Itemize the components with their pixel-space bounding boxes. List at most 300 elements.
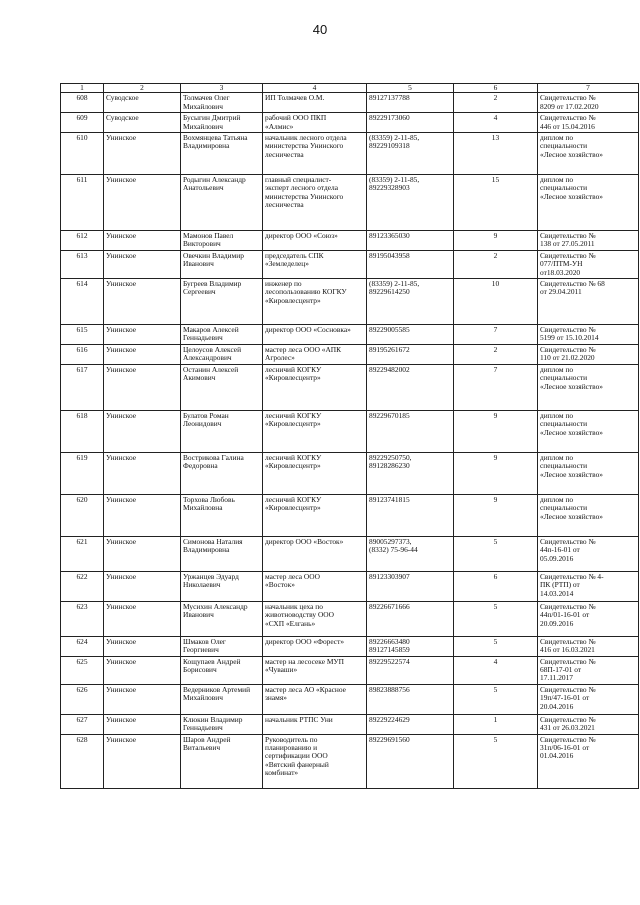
phone-cell bbox=[367, 536, 454, 571]
registry-table bbox=[60, 83, 639, 789]
document-cell-line: Свидетельство № bbox=[540, 734, 596, 744]
row-number: 611 bbox=[61, 175, 104, 231]
phone-cell-line: 89226671666 bbox=[369, 601, 410, 611]
position-cell-line: эксперт лесного отдела bbox=[265, 183, 338, 193]
phone-cell-line: 89127137788 bbox=[369, 93, 410, 103]
name-cell-line: Владимировна bbox=[183, 545, 230, 555]
document-cell-line: Свидетельство № bbox=[540, 93, 596, 103]
table-row bbox=[61, 410, 639, 452]
position-cell bbox=[263, 536, 367, 571]
position-cell-line: лесничий КОГКУ bbox=[265, 410, 322, 420]
phone-cell bbox=[367, 250, 454, 278]
column-header: 6 bbox=[454, 84, 538, 93]
row-number: 620 bbox=[61, 494, 104, 536]
document-cell-line: диплом по bbox=[540, 133, 574, 143]
row-number: 621 bbox=[61, 536, 104, 571]
document-cell-line: Свидетельство № bbox=[540, 656, 596, 666]
phone-cell-line: 89005297373, bbox=[369, 536, 412, 546]
name-cell-line: Макаров Алексей bbox=[183, 325, 239, 335]
name-cell-line: Останин Алексей bbox=[183, 364, 239, 374]
table-row bbox=[61, 656, 639, 684]
phone-cell-line: 89229173060 bbox=[369, 113, 410, 123]
phone-cell bbox=[367, 656, 454, 684]
document-cell bbox=[538, 636, 639, 656]
phone-cell-line: 89229522574 bbox=[369, 656, 410, 666]
experience-cell: 5 bbox=[454, 684, 538, 714]
name-cell-line: Клюкин Владимир bbox=[183, 714, 243, 724]
position-cell bbox=[263, 684, 367, 714]
row-number: 619 bbox=[61, 452, 104, 494]
page-number: 40 bbox=[312, 22, 328, 37]
experience-cell: 9 bbox=[454, 231, 538, 251]
row-number: 618 bbox=[61, 410, 104, 452]
experience-cell: 1 bbox=[454, 714, 538, 734]
district-cell: Унинское bbox=[104, 325, 181, 345]
phone-cell-line: 89226663480 bbox=[369, 636, 410, 646]
name-cell bbox=[181, 231, 263, 251]
row-number: 626 bbox=[61, 684, 104, 714]
row-number: 624 bbox=[61, 636, 104, 656]
position-cell-line: лесничий КОГКУ bbox=[265, 494, 322, 504]
position-cell-line: лесничий КОГКУ bbox=[265, 452, 322, 462]
header-row bbox=[61, 84, 639, 93]
position-cell bbox=[263, 571, 367, 601]
name-cell bbox=[181, 734, 263, 788]
document-cell-line: Свидетельство № bbox=[540, 714, 596, 724]
experience-cell: 9 bbox=[454, 452, 538, 494]
position-cell-line: директор ООО «Форест» bbox=[265, 636, 345, 646]
phone-cell-line: 89195261672 bbox=[369, 344, 410, 354]
document-cell bbox=[538, 325, 639, 345]
document-cell bbox=[538, 571, 639, 601]
row-number: 609 bbox=[61, 113, 104, 133]
experience-cell: 10 bbox=[454, 279, 538, 325]
document-cell-line: 19п/47-16-01 от bbox=[540, 693, 590, 703]
table-body bbox=[61, 93, 639, 788]
document-cell-line: 31п/06-16-01 от bbox=[540, 742, 590, 752]
position-cell-line: председатель СПК bbox=[265, 250, 324, 260]
experience-cell: 4 bbox=[454, 113, 538, 133]
position-cell-line: «Чуваши» bbox=[265, 664, 298, 674]
document-cell-line: «Лесное хозяйство» bbox=[540, 191, 603, 201]
name-cell bbox=[181, 133, 263, 175]
position-cell-line: «Кировлесцентр» bbox=[265, 503, 321, 513]
document-cell-line: 01.04.2016 bbox=[540, 751, 574, 761]
experience-cell: 15 bbox=[454, 175, 538, 231]
name-cell bbox=[181, 656, 263, 684]
position-cell-line: знамя» bbox=[265, 693, 287, 703]
position-cell bbox=[263, 250, 367, 278]
column-header: 7 bbox=[538, 84, 639, 93]
name-cell bbox=[181, 601, 263, 636]
position-cell-line: «СХП «Елгань» bbox=[265, 618, 316, 628]
document-cell-line: 44п/01-16-01 от bbox=[540, 610, 590, 620]
document-cell-line: Свидетельство № bbox=[540, 231, 596, 241]
district-cell: Унинское bbox=[104, 734, 181, 788]
table-row bbox=[61, 344, 639, 364]
document-cell bbox=[538, 734, 639, 788]
experience-cell: 7 bbox=[454, 325, 538, 345]
document-cell bbox=[538, 364, 639, 410]
position-cell bbox=[263, 231, 367, 251]
document-cell-line: диплом по bbox=[540, 175, 574, 185]
phone-cell bbox=[367, 734, 454, 788]
name-cell bbox=[181, 494, 263, 536]
position-cell-line: Руководитель по bbox=[265, 734, 318, 744]
name-cell-line: Шаров Андрей bbox=[183, 734, 231, 744]
position-cell-line: сертификации ООО bbox=[265, 751, 328, 761]
position-cell-line: начальник цеха по bbox=[265, 601, 323, 611]
district-cell: Унинское bbox=[104, 279, 181, 325]
document-cell bbox=[538, 536, 639, 571]
phone-cell-line: 89229482002 bbox=[369, 364, 410, 374]
phone-cell-line: 89229224629 bbox=[369, 714, 410, 724]
position-cell bbox=[263, 113, 367, 133]
name-cell-line: Федоровна bbox=[183, 461, 218, 471]
district-cell: Унинское bbox=[104, 494, 181, 536]
position-cell-line: мастер леса АО «Красное bbox=[265, 684, 346, 694]
district-cell: Унинское bbox=[104, 656, 181, 684]
table-row bbox=[61, 734, 639, 788]
position-cell-line: директор ООО «Союз» bbox=[265, 231, 338, 241]
document-cell bbox=[538, 714, 639, 734]
row-number: 622 bbox=[61, 571, 104, 601]
name-cell-line: Бугреев Владимир bbox=[183, 279, 242, 289]
name-cell-line: Бусыгин Дмитрий bbox=[183, 113, 241, 123]
position-cell bbox=[263, 601, 367, 636]
document-cell-line: 077/ПТМ-УН bbox=[540, 259, 583, 269]
name-cell-line: Георгиевич bbox=[183, 645, 219, 655]
name-cell-line: Сергеевич bbox=[183, 287, 216, 297]
document-cell bbox=[538, 93, 639, 113]
position-cell-line: начальник РТПС Уни bbox=[265, 714, 333, 724]
name-cell-line: Шмаков Олег bbox=[183, 636, 226, 646]
experience-cell: 9 bbox=[454, 410, 538, 452]
phone-cell-line: 89195043958 bbox=[369, 250, 410, 260]
phone-cell bbox=[367, 344, 454, 364]
position-cell-line: мастер на лесосеке МУП bbox=[265, 656, 344, 666]
table-row bbox=[61, 175, 639, 231]
district-cell: Унинское bbox=[104, 250, 181, 278]
name-cell bbox=[181, 684, 263, 714]
document-cell-line: 68П-17-01 от bbox=[540, 664, 582, 674]
name-cell-line: Михайлович bbox=[183, 693, 223, 703]
document-cell-line: специальности bbox=[540, 183, 588, 193]
name-cell-line: Леонидович bbox=[183, 419, 222, 429]
document-cell-line: 44п-16-01 от bbox=[540, 545, 580, 555]
document-cell bbox=[538, 684, 639, 714]
phone-cell bbox=[367, 571, 454, 601]
position-cell-line: «Восток» bbox=[265, 580, 295, 590]
document-cell-line: 05.09.2016 bbox=[540, 553, 574, 563]
phone-cell bbox=[367, 494, 454, 536]
table-row bbox=[61, 133, 639, 175]
document-cell bbox=[538, 452, 639, 494]
name-cell-line: Борисович bbox=[183, 664, 217, 674]
document-cell-line: 431 от 26.03.2021 bbox=[540, 723, 595, 733]
experience-cell: 9 bbox=[454, 494, 538, 536]
district-cell: Унинское bbox=[104, 231, 181, 251]
document-cell-line: 5199 от 15.10.2014 bbox=[540, 333, 599, 343]
position-cell-line: «Кировлесцентр» bbox=[265, 295, 321, 305]
position-cell-line: министерства Унинского bbox=[265, 191, 344, 201]
name-cell-line: Толмачев Олег bbox=[183, 93, 230, 103]
document-cell bbox=[538, 231, 639, 251]
document-cell-line: Свидетельство № bbox=[540, 536, 596, 546]
position-cell-line: министерства Унинского bbox=[265, 141, 344, 151]
name-cell-line: Акимович bbox=[183, 373, 216, 383]
name-cell-line: Вострикова Галина bbox=[183, 452, 244, 462]
row-number: 627 bbox=[61, 714, 104, 734]
phone-cell-line: 89229109318 bbox=[369, 141, 410, 151]
row-number: 628 bbox=[61, 734, 104, 788]
row-number: 613 bbox=[61, 250, 104, 278]
table-row bbox=[61, 231, 639, 251]
phone-cell-line: 89229328903 bbox=[369, 183, 410, 193]
name-cell-line: Александрович bbox=[183, 353, 232, 363]
table-row bbox=[61, 279, 639, 325]
name-cell-line: Ведерников Артемий bbox=[183, 684, 251, 694]
document-cell-line: Свидетельство № bbox=[540, 325, 596, 335]
district-cell: Суводское bbox=[104, 93, 181, 113]
phone-cell bbox=[367, 364, 454, 410]
document-cell bbox=[538, 250, 639, 278]
document-cell-line: «Лесное хозяйство» bbox=[540, 149, 603, 159]
document-cell-line: ПК (РТП) от bbox=[540, 580, 580, 590]
district-cell: Унинское bbox=[104, 684, 181, 714]
position-cell bbox=[263, 656, 367, 684]
document-cell bbox=[538, 410, 639, 452]
experience-cell: 2 bbox=[454, 344, 538, 364]
name-cell-line: Мамонов Павел bbox=[183, 231, 234, 241]
document-cell-line: Свидетельство № bbox=[540, 601, 596, 611]
district-cell: Унинское bbox=[104, 636, 181, 656]
position-cell-line: животноводству ООО bbox=[265, 610, 334, 620]
row-number: 615 bbox=[61, 325, 104, 345]
name-cell bbox=[181, 175, 263, 231]
table-row bbox=[61, 452, 639, 494]
phone-cell bbox=[367, 175, 454, 231]
document-cell-line: Свидетельство № bbox=[540, 684, 596, 694]
position-cell bbox=[263, 133, 367, 175]
row-number: 623 bbox=[61, 601, 104, 636]
document-cell-line: специальности bbox=[540, 141, 588, 151]
district-cell: Унинское bbox=[104, 601, 181, 636]
position-cell bbox=[263, 410, 367, 452]
table-row bbox=[61, 494, 639, 536]
row-number: 617 bbox=[61, 364, 104, 410]
name-cell-line: Викторович bbox=[183, 239, 221, 249]
phone-cell bbox=[367, 636, 454, 656]
row-number: 614 bbox=[61, 279, 104, 325]
name-cell bbox=[181, 279, 263, 325]
position-cell bbox=[263, 279, 367, 325]
table-row bbox=[61, 636, 639, 656]
name-cell bbox=[181, 452, 263, 494]
phone-cell bbox=[367, 452, 454, 494]
document-cell-line: «Лесное хозяйство» bbox=[540, 469, 603, 479]
phone-cell bbox=[367, 410, 454, 452]
phone-cell bbox=[367, 133, 454, 175]
document-cell-line: Свидетельство № 4- bbox=[540, 571, 604, 581]
table-row bbox=[61, 364, 639, 410]
experience-cell: 7 bbox=[454, 364, 538, 410]
district-cell: Унинское bbox=[104, 364, 181, 410]
name-cell-line: Кощупаев Андрей bbox=[183, 656, 241, 666]
name-cell bbox=[181, 571, 263, 601]
name-cell-line: Михайловна bbox=[183, 503, 223, 513]
document-cell bbox=[538, 279, 639, 325]
phone-cell-line: 89229250750, bbox=[369, 452, 412, 462]
name-cell-line: Анатольевич bbox=[183, 183, 224, 193]
position-cell-line: лесничества bbox=[265, 149, 304, 159]
document-cell-line: диплом по bbox=[540, 410, 574, 420]
row-number: 612 bbox=[61, 231, 104, 251]
document-cell-line: 138 от 27.05.2011 bbox=[540, 239, 595, 249]
position-cell bbox=[263, 714, 367, 734]
name-cell-line: Геннадьевич bbox=[183, 723, 223, 733]
name-cell-line: Овечкин Владимир bbox=[183, 250, 244, 260]
document-cell-line: диплом по bbox=[540, 364, 574, 374]
experience-cell: 2 bbox=[454, 93, 538, 113]
document-cell bbox=[538, 601, 639, 636]
column-header: 1 bbox=[61, 84, 104, 93]
table-row bbox=[61, 571, 639, 601]
document-cell-line: диплом по bbox=[540, 452, 574, 462]
name-cell-line: Геннадьевич bbox=[183, 333, 223, 343]
document-cell-line: специальности bbox=[540, 419, 588, 429]
name-cell-line: Родыгин Александр bbox=[183, 175, 246, 185]
position-cell bbox=[263, 734, 367, 788]
district-cell: Унинское bbox=[104, 452, 181, 494]
district-cell: Унинское bbox=[104, 714, 181, 734]
phone-cell-line: 89229614250 bbox=[369, 287, 410, 297]
table-row bbox=[61, 536, 639, 571]
experience-cell: 5 bbox=[454, 636, 538, 656]
name-cell-line: Иванович bbox=[183, 259, 214, 269]
column-header: 4 bbox=[263, 84, 367, 93]
document-cell-line: специальности bbox=[540, 461, 588, 471]
name-cell-line: Целоусов Алексей bbox=[183, 344, 242, 354]
experience-cell: 5 bbox=[454, 601, 538, 636]
district-cell: Унинское bbox=[104, 133, 181, 175]
name-cell-line: Торхова Любовь bbox=[183, 494, 235, 504]
phone-cell bbox=[367, 113, 454, 133]
position-cell-line: Агролес» bbox=[265, 353, 295, 363]
name-cell-line: Иванович bbox=[183, 610, 214, 620]
document-cell-line: «Лесное хозяйство» bbox=[540, 511, 603, 521]
position-cell bbox=[263, 364, 367, 410]
document-cell-line: Свидетельство № bbox=[540, 250, 596, 260]
name-cell-line: Николаевич bbox=[183, 580, 221, 590]
position-cell-line: «Алмис» bbox=[265, 121, 294, 131]
position-cell bbox=[263, 93, 367, 113]
position-cell bbox=[263, 636, 367, 656]
phone-cell-line: 89123303907 bbox=[369, 571, 410, 581]
document-cell-line: диплом по bbox=[540, 494, 574, 504]
document-cell-line: специальности bbox=[540, 373, 588, 383]
position-cell-line: начальник лесного отдела bbox=[265, 133, 347, 143]
position-cell-line: «Кировлесцентр» bbox=[265, 419, 321, 429]
experience-cell: 13 bbox=[454, 133, 538, 175]
document-cell-line: 416 от 16.03.2021 bbox=[540, 645, 595, 655]
column-header: 5 bbox=[367, 84, 454, 93]
column-header: 3 bbox=[181, 84, 263, 93]
phone-cell-line: 89823888756 bbox=[369, 684, 410, 694]
position-cell bbox=[263, 494, 367, 536]
phone-cell bbox=[367, 714, 454, 734]
phone-cell-line: (83359) 2-11-85, bbox=[369, 133, 420, 143]
table-row bbox=[61, 93, 639, 113]
name-cell-line: Булатов Роман bbox=[183, 410, 229, 420]
position-cell-line: «Кировлесцентр» bbox=[265, 461, 321, 471]
document-cell bbox=[538, 656, 639, 684]
document-cell bbox=[538, 344, 639, 364]
table-row bbox=[61, 601, 639, 636]
position-cell bbox=[263, 175, 367, 231]
phone-cell bbox=[367, 325, 454, 345]
document-cell-line: 8209 от 17.02.2020 bbox=[540, 101, 599, 111]
name-cell bbox=[181, 113, 263, 133]
document-cell bbox=[538, 175, 639, 231]
name-cell-line: Вохмянцева Татьяна bbox=[183, 133, 248, 143]
table-row bbox=[61, 113, 639, 133]
phone-cell-line: 89229670185 bbox=[369, 410, 410, 420]
phone-cell-line: 89229005585 bbox=[369, 325, 410, 335]
document-cell bbox=[538, 133, 639, 175]
experience-cell: 4 bbox=[454, 656, 538, 684]
name-cell bbox=[181, 364, 263, 410]
position-cell-line: «Земледелец» bbox=[265, 259, 309, 269]
phone-cell-line: 89123741815 bbox=[369, 494, 410, 504]
experience-cell: 5 bbox=[454, 734, 538, 788]
position-cell bbox=[263, 325, 367, 345]
table-row bbox=[61, 250, 639, 278]
district-cell: Унинское bbox=[104, 175, 181, 231]
name-cell-line: Симонова Наталия bbox=[183, 536, 243, 546]
position-cell-line: инженер по bbox=[265, 279, 302, 289]
position-cell-line: «Вятский фанерный bbox=[265, 759, 329, 769]
position-cell-line: главный специалист- bbox=[265, 175, 332, 185]
row-number: 616 bbox=[61, 344, 104, 364]
position-cell-line: комбинат» bbox=[265, 768, 299, 778]
document-cell-line: «Лесное хозяйство» bbox=[540, 381, 603, 391]
table-row bbox=[61, 714, 639, 734]
position-cell-line: директор ООО «Восток» bbox=[265, 536, 344, 546]
document-cell-line: Свидетельство № bbox=[540, 344, 596, 354]
name-cell-line: Мусихин Александр bbox=[183, 601, 248, 611]
position-cell bbox=[263, 452, 367, 494]
district-cell: Унинское bbox=[104, 344, 181, 364]
phone-cell-line: (8332) 75-96-44 bbox=[369, 545, 418, 555]
name-cell bbox=[181, 714, 263, 734]
phone-cell-line: (83359) 2-11-85, bbox=[369, 279, 420, 289]
document-cell-line: 17.11.2017 bbox=[540, 673, 573, 683]
district-cell: Суводское bbox=[104, 113, 181, 133]
document-cell-line: специальности bbox=[540, 503, 588, 513]
document-cell-line: 110 от 21.02.2020 bbox=[540, 353, 595, 363]
district-cell: Унинское bbox=[104, 410, 181, 452]
position-cell-line: «Кировлесцентр» bbox=[265, 373, 321, 383]
position-cell-line: рабочий ООО ПКП bbox=[265, 113, 327, 123]
row-number: 608 bbox=[61, 93, 104, 113]
position-cell-line: ИП Толмачев О.М. bbox=[265, 93, 325, 103]
phone-cell bbox=[367, 684, 454, 714]
name-cell-line: Уржанцев Эдуард bbox=[183, 571, 239, 581]
position-cell-line: лесничества bbox=[265, 200, 304, 210]
position-cell-line: лесничий КОГКУ bbox=[265, 364, 322, 374]
experience-cell: 6 bbox=[454, 571, 538, 601]
